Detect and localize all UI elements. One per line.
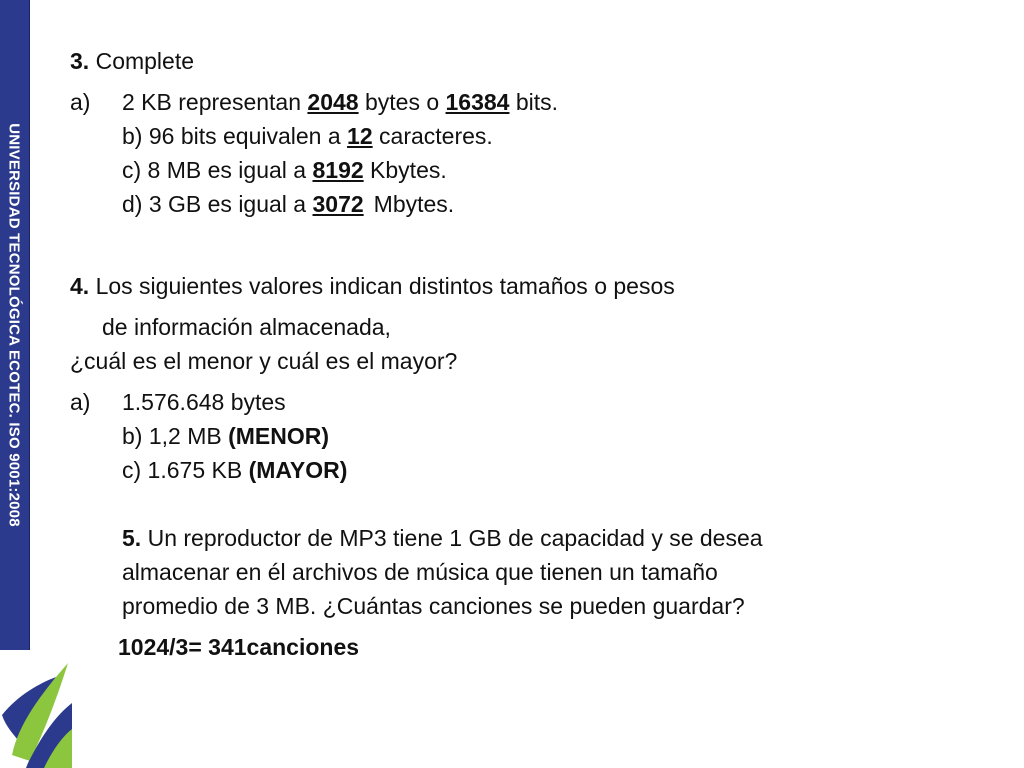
- university-logo-icon: [0, 655, 72, 768]
- answer-mbytes: 3072: [312, 191, 364, 217]
- item-d-suffix: Mbytes.: [373, 191, 455, 217]
- section4-heading: [70, 272, 675, 300]
- item-d-prefix: d) 3 GB es igual a: [122, 191, 307, 217]
- answer-characters: 12: [347, 123, 373, 149]
- mayor-tag: (MAYOR): [248, 457, 348, 483]
- item-a-middle: bytes o: [364, 89, 440, 115]
- section3-item-b: [122, 122, 493, 150]
- section3-item-d: [122, 190, 454, 218]
- item-c-prefix: c) 8 MB es igual a: [122, 157, 307, 183]
- item-b-suffix: caracteres.: [379, 123, 493, 149]
- section4-item-c: [122, 456, 347, 484]
- item-c-suffix: Kbytes.: [370, 157, 447, 183]
- section3-item-a: [122, 88, 558, 116]
- section3-marker-a: a): [70, 89, 91, 115]
- section4-number: 4.: [70, 273, 90, 299]
- section3-number: 3.: [70, 48, 90, 74]
- section3-item-c: [122, 156, 447, 184]
- section5-text-line1: Un reproductor de MP3 tiene 1 GB de capacidad y se desea: [147, 525, 763, 551]
- item-b-text: b) 1,2 MB: [122, 423, 222, 449]
- section5-answer: 1024/3= 341canciones: [118, 634, 360, 660]
- section4-line1: Los siguientes valores indican distintos tamaños o pesos: [95, 273, 675, 299]
- menor-tag: (MENOR): [228, 423, 330, 449]
- item-b-prefix: b) 96 bits equivalen a: [122, 123, 341, 149]
- section4-item-b: [122, 422, 329, 450]
- section4-line2: de información almacenada,: [102, 314, 391, 340]
- section5-line3: promedio de 3 MB. ¿Cuántas canciones se pueden guardar?: [122, 593, 745, 619]
- item-c-text: c) 1.675 KB: [122, 457, 243, 483]
- section5-number: 5.: [122, 525, 142, 551]
- sidebar-banner: [0, 0, 30, 650]
- answer-kbytes: 8192: [312, 157, 364, 183]
- item-a-suffix: bits.: [515, 89, 559, 115]
- section4-marker-a: a): [70, 389, 91, 415]
- section4-line3: ¿cuál es el menor y cuál es el mayor?: [70, 348, 458, 374]
- section5-line2: almacenar en él archivos de música que tienen un tamaño: [122, 559, 718, 585]
- answer-bytes: 2048: [307, 89, 359, 115]
- answer-bits: 16384: [445, 89, 510, 115]
- university-name: UNIVERSIDAD TECNOLÓGICA ECOTEC. ISO 9001:2008: [5, 123, 23, 527]
- item-a-prefix: 2 KB representan: [122, 89, 302, 115]
- section3-title: Complete: [95, 48, 195, 74]
- section3-heading: [70, 47, 194, 75]
- section5-line1: [122, 524, 763, 552]
- section4-item-a: 1.576.648 bytes: [122, 389, 286, 415]
